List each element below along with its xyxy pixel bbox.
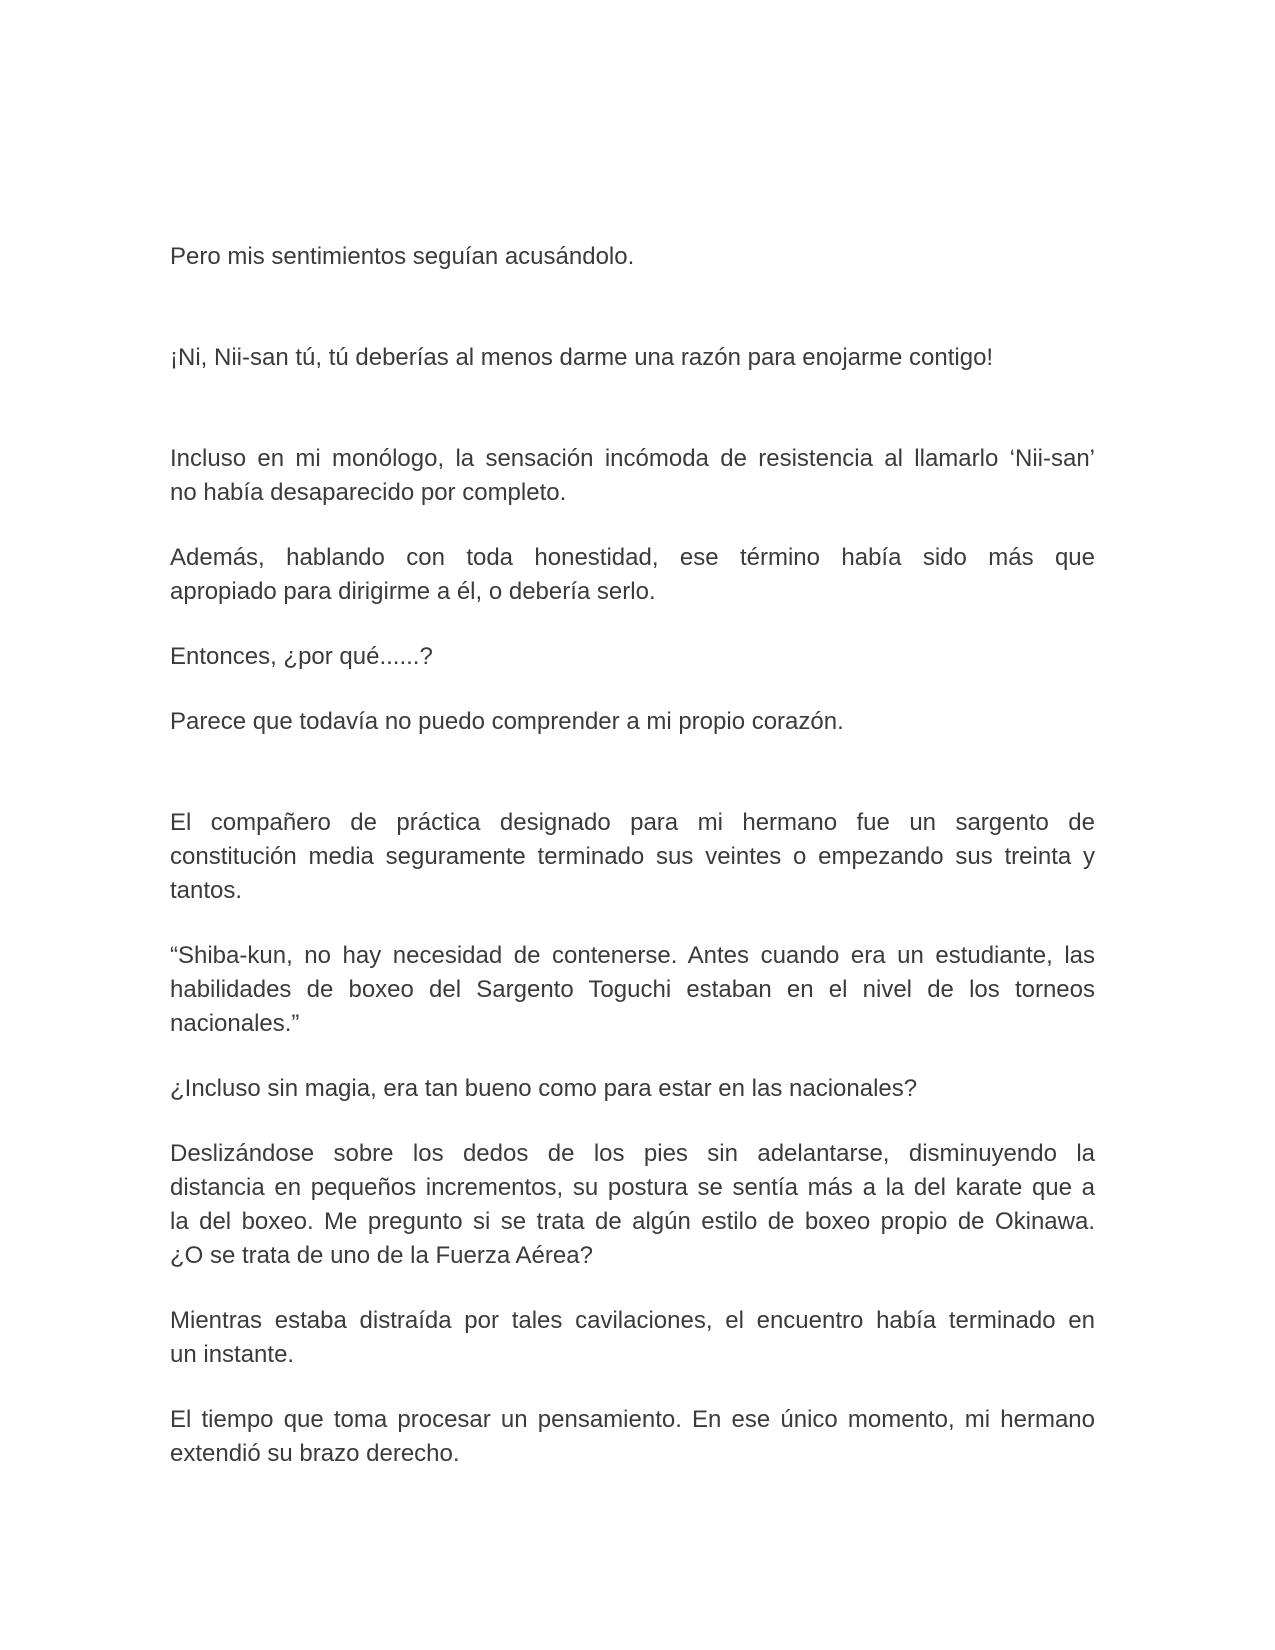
blank-line xyxy=(170,770,1095,806)
text-line: extendió su brazo derecho. xyxy=(170,1440,460,1467)
text-line: ¿O se trata de uno de la Fuerza Aérea? xyxy=(170,1242,593,1269)
text-line: distancia en pequeños incrementos, su postura se sentía más a la del karate que a xyxy=(170,1174,1095,1201)
text-line: Incluso en mi monólogo, la sensación incómoda de resistencia al llamarlo ‘Nii-san’ xyxy=(170,445,1095,472)
paragraph-7 xyxy=(170,806,1095,908)
text-line: habilidades de boxeo del Sargento Toguchi estaban en el nivel de los torneos xyxy=(170,976,1095,1003)
text-line: un instante. xyxy=(170,1341,295,1368)
paragraph-2 xyxy=(170,341,1095,375)
text-line: ¡Ni, Nii-san tú, tú deberías al menos darme una razón para enojarme contigo! xyxy=(170,344,994,371)
paragraph-6 xyxy=(170,705,1095,739)
text-line: Parece que todavía no puedo comprender a mi propio corazón. xyxy=(170,708,844,735)
text-line: la del boxeo. Me pregunto si se trata de algún estilo de boxeo propio de Okinawa. xyxy=(170,1208,1095,1235)
text-line: apropiado para dirigirme a él, o debería serlo. xyxy=(170,578,656,605)
blank-line xyxy=(170,305,1095,341)
text-line: Pero mis sentimientos seguían acusándolo. xyxy=(170,243,635,270)
paragraph-10 xyxy=(170,1137,1095,1273)
text-line: Entonces, ¿por qué......? xyxy=(170,643,433,670)
text-line: El tiempo que toma procesar un pensamiento. En ese único momento, mi hermano xyxy=(170,1406,1095,1433)
text-line: no había desaparecido por completo. xyxy=(170,479,567,506)
paragraph-5 xyxy=(170,640,1095,674)
paragraph-12 xyxy=(170,1403,1095,1471)
paragraph-11 xyxy=(170,1304,1095,1372)
text-line: “Shiba-kun, no hay necesidad de contenerse. Antes cuando era un estudiante, las xyxy=(170,942,1095,969)
paragraph-1 xyxy=(170,240,1095,274)
blank-line xyxy=(170,406,1095,442)
text-line: nacionales.” xyxy=(170,1010,300,1037)
paragraph-8 xyxy=(170,939,1095,1041)
text-line: Deslizándose sobre los dedos de los pies sin adelantarse, disminuyendo la xyxy=(170,1140,1095,1167)
paragraph-4 xyxy=(170,541,1095,609)
paragraph-3 xyxy=(170,442,1095,510)
text-line: constitución media seguramente terminado sus veintes o empezando sus treinta y xyxy=(170,843,1095,870)
text-line: El compañero de práctica designado para mi hermano fue un sargento de xyxy=(170,809,1095,836)
paragraph-9 xyxy=(170,1072,1095,1106)
text-line: Además, hablando con toda honestidad, ese término había sido más que xyxy=(170,544,1095,571)
text-line: Mientras estaba distraída por tales cavilaciones, el encuentro había terminado en xyxy=(170,1307,1095,1334)
text-line: ¿Incluso sin magia, era tan bueno como para estar en las nacionales? xyxy=(170,1075,918,1102)
text-line: tantos. xyxy=(170,877,243,904)
page-text-content xyxy=(170,240,1095,1502)
